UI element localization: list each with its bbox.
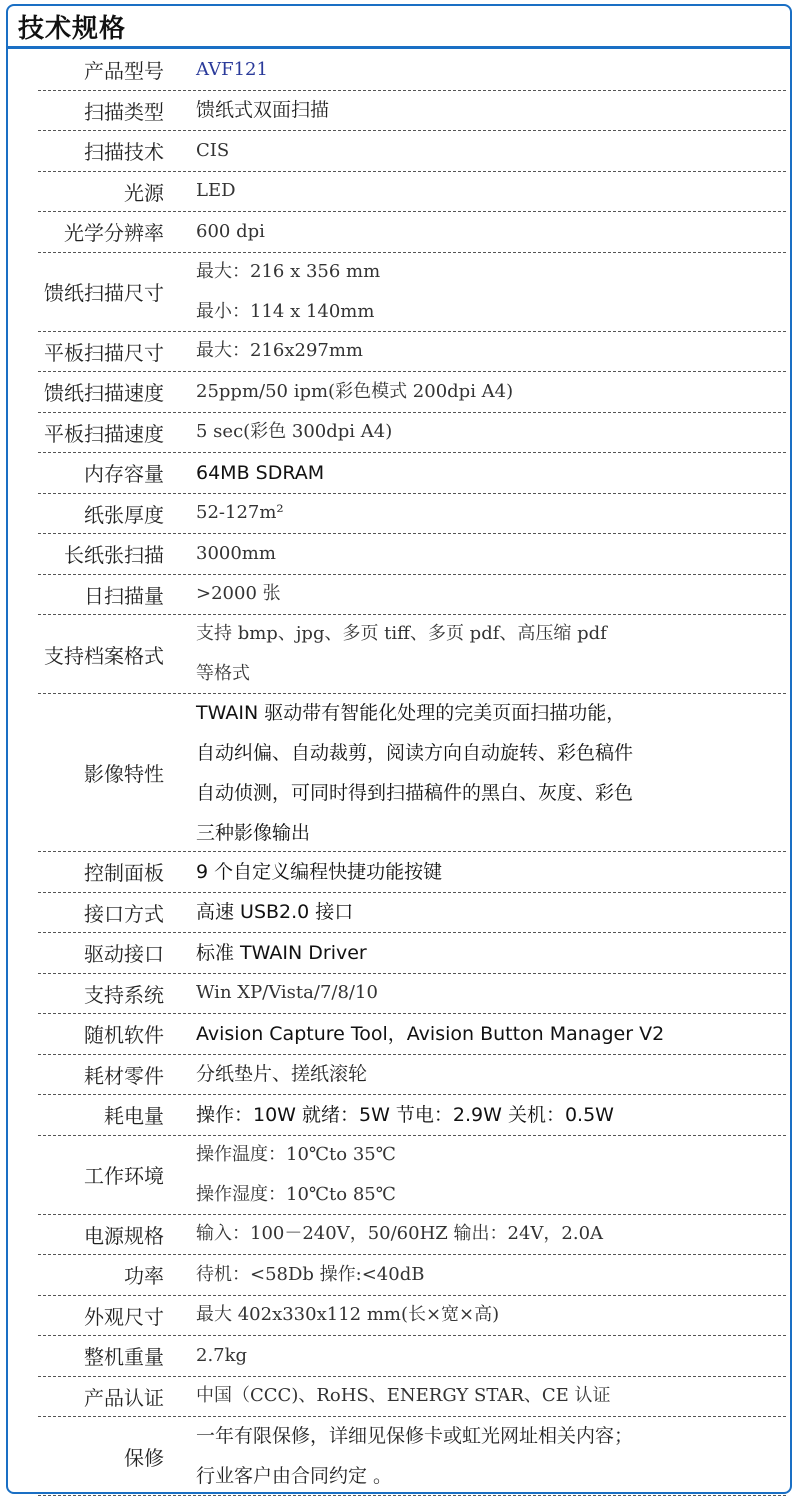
spec-label: 接口方式 [84,901,164,926]
spec-label: 电源规格 [84,1223,164,1248]
spec-label: 光源 [124,180,164,205]
spec-row [38,1296,786,1337]
spec-value [190,1214,786,1254]
spec-label: 耗材零件 [84,1063,164,1088]
spec-label: 扫描技术 [84,140,164,165]
spec-label: 内存容量 [84,462,164,487]
spec-value [190,252,786,332]
spec-value-line: 最大：216 x 356 mm [196,260,381,282]
spec-row [38,1014,786,1055]
spec-value-line: LED [196,180,236,202]
spec-row [38,172,786,213]
spec-label: 光学分辨率 [64,221,164,246]
spec-value-line: 高速 USB2.0 接口 [196,901,354,924]
spec-value [190,1295,786,1335]
spec-row [38,1377,786,1418]
spec-row [38,372,786,413]
spec-value-line: 最大：216x297mm [196,340,364,362]
spec-label: 馈纸扫描尺寸 [44,281,164,305]
spec-row [38,332,786,373]
spec-label: 支持系统 [84,982,164,1007]
spec-value-line: 一年有限保修，详细见保修卡或虹光网址相关内容； [196,1425,634,1447]
spec-value-line: 输入：100－240V，50/60HZ 输出：24V，2.0A [196,1223,604,1245]
spec-value [190,933,786,973]
spec-row [38,253,786,332]
spec-value [190,693,786,853]
spec-value [190,171,786,211]
spec-value-line: 操作湿度：10℃to 85℃ [196,1183,396,1205]
spec-value [190,852,786,892]
spec-value [190,1054,786,1094]
spec-value-line: >2000 张 [196,583,281,605]
spec-value [190,331,786,371]
spec-value-line: 最小：114 x 140mm [196,300,375,322]
spec-label: 日扫描量 [84,583,164,608]
spec-value-line: 操作温度：10℃to 35℃ [196,1143,396,1165]
spec-row [38,453,786,494]
spec-value-line: 支持 bmp、jpg、多页 tiff、多页 pdf、高压缩 pdf [196,623,607,644]
spec-value [190,574,786,614]
spec-value [190,1095,786,1135]
spec-row [38,933,786,974]
spec-value-line: 待机：<58Db 操作:<40dB [196,1263,425,1285]
spec-value [190,412,786,452]
spec-row [38,1417,786,1496]
spec-value [190,372,786,412]
spec-row [38,131,786,172]
spec-label: 平板扫描速度 [44,421,164,446]
page-title: 技术规格 [18,14,127,44]
spec-value-line: 25ppm/50 ipm(彩色模式 200dpi A4) [196,380,514,402]
spec-value-line: 中国（CCC)、RoHS、ENERGY STAR、CE 认证 [196,1385,611,1407]
spec-value [190,1135,786,1215]
spec-row [38,615,786,694]
spec-row [38,534,786,575]
spec-label: 纸张厚度 [84,502,164,527]
spec-value-line: 最大 402x330x112 mm(长×宽×高) [196,1304,500,1326]
spec-value-line: 2.7kg [196,1344,248,1366]
spec-value-line: 标准 TWAIN Driver [196,941,367,964]
spec-value-line: 3000mm [196,542,276,564]
spec-label: 功率 [124,1264,164,1289]
spec-row [38,575,786,616]
spec-value-line: 馈纸式双面扫描 [196,99,330,122]
spec-label: 耗电量 [104,1104,164,1129]
spec-value-line: 自动纠偏、自动裁剪，阅读方向自动旋转、彩色稿件 [196,741,634,764]
spec-value [190,614,786,694]
spec-row [38,1255,786,1296]
spec-row [38,694,786,852]
spec-row [38,1336,786,1377]
spec-label: 影像特性 [84,762,164,786]
spec-value-line: 操作：10W 就绪：5W 节电：2.9W 关机：0.5W [196,1103,614,1126]
title-divider [8,46,790,49]
spec-label: 工作环境 [84,1164,164,1188]
spec-label: 长纸张扫描 [64,543,164,568]
spec-value [190,1255,786,1295]
spec-value [190,892,786,932]
spec-value-line: 600 dpi [196,220,265,242]
spec-value-line: 自动侦测，可同时得到扫描稿件的黑白、灰度、彩色 [196,781,634,804]
spec-value-line: 等格式 [196,663,250,684]
spec-label: 随机软件 [84,1023,164,1048]
spec-value [190,90,786,130]
spec-value [190,973,786,1013]
spec-value [190,212,786,252]
spec-label: 保修 [124,1445,164,1470]
spec-value-line: 5 sec(彩色 300dpi A4) [196,421,393,443]
spec-value-line: Avision Capture Tool，Avision Button Manager V2 [196,1022,665,1045]
spec-value [190,1416,786,1496]
spec-label: 驱动接口 [84,942,164,967]
spec-value-line: AVF121 [196,58,268,80]
spec-label: 外观尺寸 [84,1304,164,1329]
spec-label: 产品认证 [84,1385,164,1410]
spec-row [38,1215,786,1256]
spec-row [38,413,786,454]
spec-value-line: 三种影像输出 [196,821,311,844]
spec-row [38,212,786,253]
spec-value-line: TWAIN 驱动带有智能化处理的完美页面扫描功能， [196,701,626,724]
spec-value [190,1336,786,1376]
spec-row [38,893,786,934]
spec-value [190,453,786,493]
spec-value-line: 行业客户由合同约定 。 [196,1465,393,1487]
spec-value [190,50,786,90]
spec-label: 扫描类型 [84,99,164,124]
spec-label: 产品型号 [84,59,164,84]
spec-row [38,974,786,1015]
spec-value [190,1014,786,1054]
spec-value [190,131,786,171]
spec-row [38,91,786,132]
spec-row [38,50,786,91]
spec-label: 支持档案格式 [44,643,164,668]
spec-table [38,50,786,1496]
spec-label: 平板扫描尺寸 [44,340,164,365]
spec-label: 控制面板 [84,861,164,886]
spec-value-line: 9 个自定义编程快捷功能按键 [196,860,443,883]
spec-row [38,1136,786,1215]
spec-value-line: Win XP/Vista/7/8/10 [196,982,378,1004]
spec-value [190,534,786,574]
spec-row [38,1095,786,1136]
spec-row [38,1055,786,1096]
spec-value-line: 分纸垫片、搓纸滚轮 [196,1063,368,1086]
spec-value-line: CIS [196,139,230,161]
spec-value-line: 64MB SDRAM [196,461,325,484]
spec-row [38,852,786,893]
spec-row [38,494,786,535]
spec-value [190,493,786,533]
spec-panel [6,4,792,1494]
spec-value [190,1376,786,1416]
spec-label: 整机重量 [84,1345,164,1370]
spec-value-line: 52-127m² [196,502,284,524]
spec-label: 馈纸扫描速度 [44,381,164,406]
